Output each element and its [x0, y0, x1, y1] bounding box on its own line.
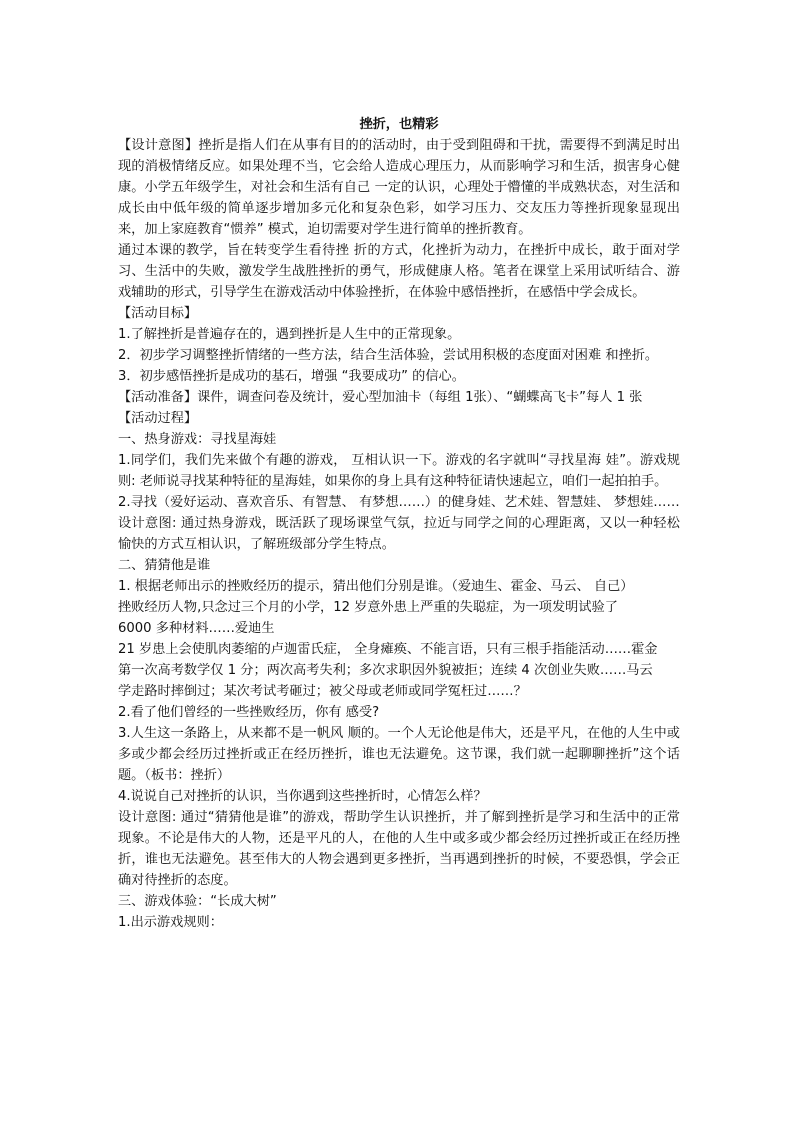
section-heading: 【活动过程】	[118, 411, 198, 426]
section-heading: 三、游戏体验：“长成大树”	[118, 894, 277, 909]
paragraph: 通过本课的教学，旨在转变学生看待挫 折的方式，化挫折为动力，在挫折中成长，敢于面对学习、生活中的失败，激发学生战胜挫折的勇气，形成健康人格。笔者在课堂上采用试听结合、游戏辅助的形式，引导学生在游戏活动中体验挫折，在体验中感悟挫折，在感悟中学会成长。	[118, 243, 680, 300]
document-title: 挫折，也精彩	[359, 117, 439, 132]
paragraph: 2.寻找（爱好运动、喜欢音乐、有智慧、 有梦想……）的健身娃、艺术娃、智慧娃、 梦想娃……	[118, 495, 680, 510]
section-heading: 一、热身游戏：寻找星海娃	[118, 432, 277, 447]
paragraph: 4.说说自己对挫折的认识，当你遇到这些挫折时，心情怎么样？	[118, 789, 487, 804]
paragraph: 3．初步感悟挫折是成功的基石，增强 “我要成功” 的信心。	[118, 369, 465, 384]
paragraph: 1.了解挫折是普遍存在的，遇到挫折是人生中的正常现象。	[118, 327, 461, 342]
paragraph: 挫败经历人物,只念过三个月的小学，12 岁意外患上严重的失聪症，为一项发明试验了	[118, 600, 618, 615]
paragraph: 3.人生这一条路上，从来都不是一帆风 顺的。一个人无论他是伟大，还是平凡，在他的人生中或多或少都会经历过挫折或正在经历挫折，谁也无法避免。这节课，我们就一起聊聊挫折”这个话题。（板书：挫折）	[118, 726, 680, 783]
paragraph: 设计意图: 通过热身游戏，既活跃了现场课堂气氛，拉近与同学之间的心理距离，又以一种轻松愉快的方式互相认识，了解班级部分学生特点。	[118, 516, 680, 552]
paragraph: 1.同学们，我们先来做个有趣的游戏， 互相认识一下。游戏的名字就叫“寻找星海 娃”。游戏规则: 老师说寻找某种特征的星海娃，如果你的身上具有这种特征请快速起立，咱们一起拍拍手。	[118, 453, 680, 489]
paragraph: 2．初步学习调整挫折情绪的一些方法，结合生活体验，尝试用积极的态度面对困难 和挫折。	[118, 348, 659, 363]
section-heading: 【活动目标】	[118, 306, 198, 321]
paragraph: 1.出示游戏规则：	[118, 915, 223, 930]
paragraph: 【活动准备】课件，调查问卷及统计，爱心型加油卡（每组 1张）、“蝴蝶高飞卡”每人 1 张	[118, 390, 643, 405]
paragraph: 第一次高考数学仅 1 分；两次高考失利；多次求职因外貌被拒；连续 4 次创业失败……马云	[118, 663, 653, 678]
section-heading: 二、猜猜他是谁	[118, 558, 211, 573]
paragraph: 21 岁患上会使肌肉萎缩的卢迦雷氏症， 全身瘫痪、不能言语，只有三根手指能活动……霍金	[118, 642, 658, 657]
document-page	[118, 114, 680, 933]
paragraph: 1. 根据老师出示的挫败经历的提示，猜出他们分别是谁。（爱迪生、霍金、马云、 自己）	[118, 579, 634, 594]
paragraph: 【设计意图】挫折是指人们在从事有目的的活动时，由于受到阻碍和干扰，需要得不到满足时出现的消极情绪反应。如果处理不当，它会给人造成心理压力，从而影响学习和生活，损害身心健康。小学五年级学生，对社会和生活有自己 一定的认识，心理处于懵懂的半成熟状态，对生活和成长由中低年级的简单逐步增加多元化和复杂色彩，如学习压力、交友压力等挫折现象显现出来，加上家庭教育“惯养” 模式，迫切需要对学生进行简单的挫折教育。	[118, 138, 680, 237]
paragraph: 设计意图: 通过“猜猜他是谁”的游戏，帮助学生认识挫折，并了解到挫折是学习和生活中的正常现象。不论是伟大的人物，还是平凡的人，在他的人生中或多或少都会经历过挫折或正在经历挫折，谁也无法避免。甚至伟大的人物会遇到更多挫折，当再遇到挫折的时候，不要恐惧，学会正确对待挫折的态度。	[118, 810, 680, 888]
paragraph: 2.看了他们曾经的一些挫败经历，你有 感受?	[118, 705, 380, 720]
paragraph: 学走路时摔倒过；某次考试考砸过；被父母或老师或同学冤枉过……？	[118, 684, 527, 699]
paragraph: 6000 多种材料……爱迪生	[118, 621, 275, 636]
